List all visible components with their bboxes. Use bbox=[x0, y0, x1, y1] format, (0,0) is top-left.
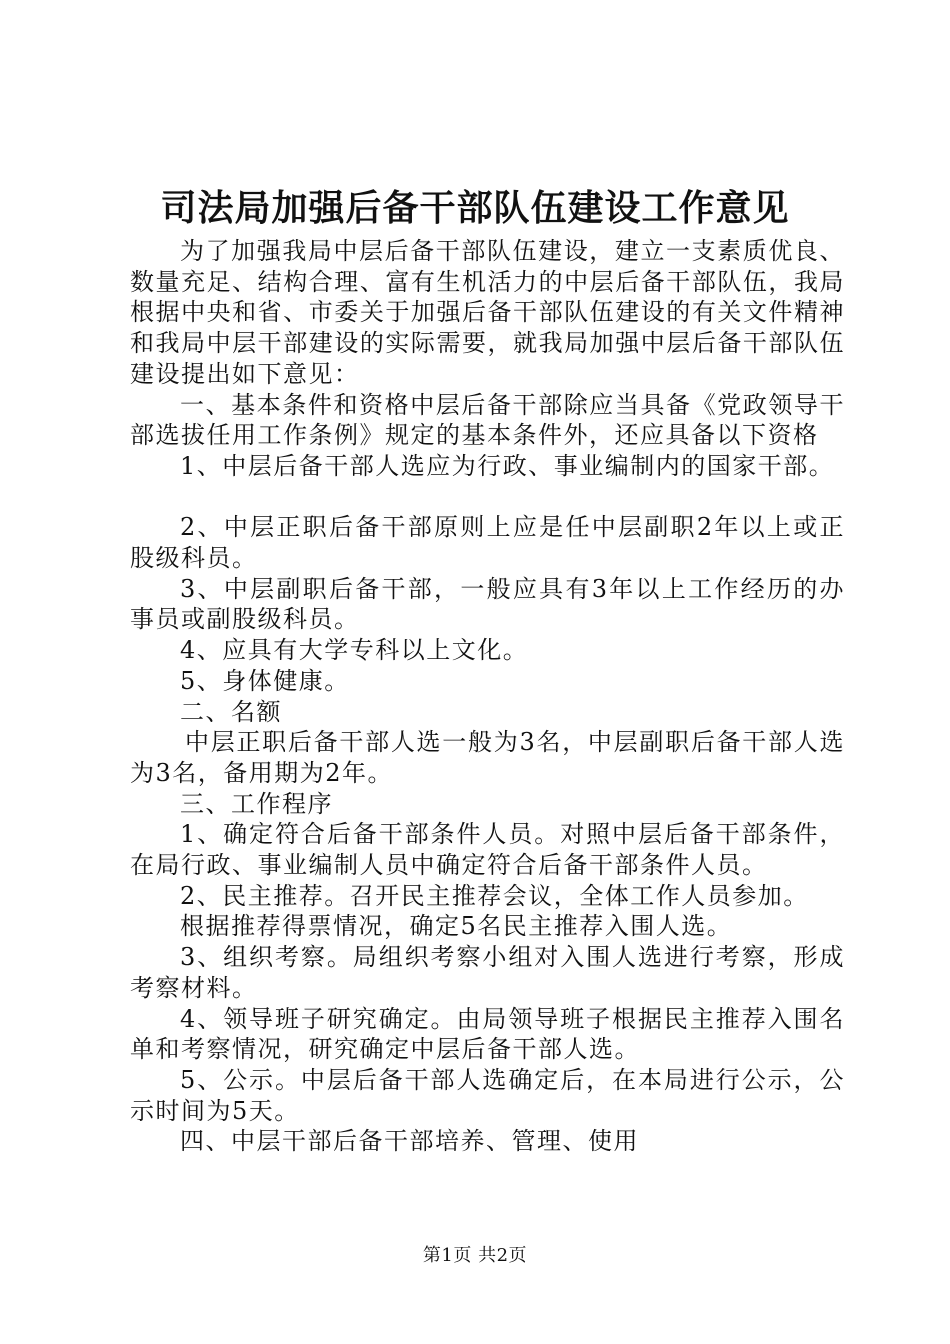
item-1-3: 3、中层副职后备干部，一般应具有3年以上工作经历的办事员或副股级科员。 bbox=[130, 574, 845, 634]
step-3: 3、组织考察。局组织考察小组对入围人选进行考察，形成考察材料。 bbox=[130, 943, 845, 1002]
quota-paragraph: 中层正职后备干部人选一般为3名，中层副职后备干部人选为3名，备用期为2年。 bbox=[130, 728, 845, 787]
section-1-heading: 一、基本条件和资格中层后备干部除应当具备《党政领导干部选拔任用工作条例》规定的基本条件外，还应具备以下资格 bbox=[130, 390, 845, 450]
item-1-5: 5、身体健康。 bbox=[180, 666, 350, 695]
step-2: 2、民主推荐。召开民主推荐会议，全体工作人员参加。 bbox=[180, 881, 809, 910]
item-1-4: 4、应具有大学专科以上文化。 bbox=[180, 636, 529, 665]
page-footer: 第1页 共2页 bbox=[422, 1245, 528, 1266]
item-1-2: 2、中层正职后备干部原则上应是任中层副职2年以上或正股级科员。 bbox=[130, 513, 845, 573]
item-1-1: 1、中层后备干部人选应为行政、事业编制内的国家干部。 bbox=[180, 451, 835, 480]
document-body bbox=[130, 236, 845, 1157]
step-5: 5、公示。中层后备干部人选确定后，在本局进行公示，公示时间为5天。 bbox=[130, 1065, 845, 1125]
blank-line bbox=[130, 482, 845, 513]
document-title: 司法局加强后备干部队伍建设工作意见 bbox=[160, 187, 790, 229]
step-2-detail: 根据推荐得票情况，确定5名民主推荐入围人选。 bbox=[180, 912, 733, 941]
section-3-heading: 三、工作程序 bbox=[180, 789, 333, 818]
section-4-heading: 四、中层干部后备干部培养、管理、使用 bbox=[180, 1127, 639, 1156]
intro-paragraph: 为了加强我局中层后备干部队伍建设，建立一支素质优良、数量充足、结构合理、富有生机活力的中层后备干部队伍，我局根据中央和省、市委关于加强后备干部队伍建设的有关文件精神和我局中层干部建设的实际需要，就我局加强中层后备干部队伍建设提出如下意见： bbox=[130, 237, 845, 388]
step-1: 1、确定符合后备干部条件人员。对照中层后备干部条件，在局行政、事业编制人员中确定符合后备干部条件人员。 bbox=[130, 820, 845, 880]
step-4: 4、领导班子研究确定。由局领导班子根据民主推荐入围名单和考察情况，研究确定中层后备干部人选。 bbox=[130, 1004, 845, 1064]
section-2-heading: 二、名额 bbox=[180, 697, 282, 726]
